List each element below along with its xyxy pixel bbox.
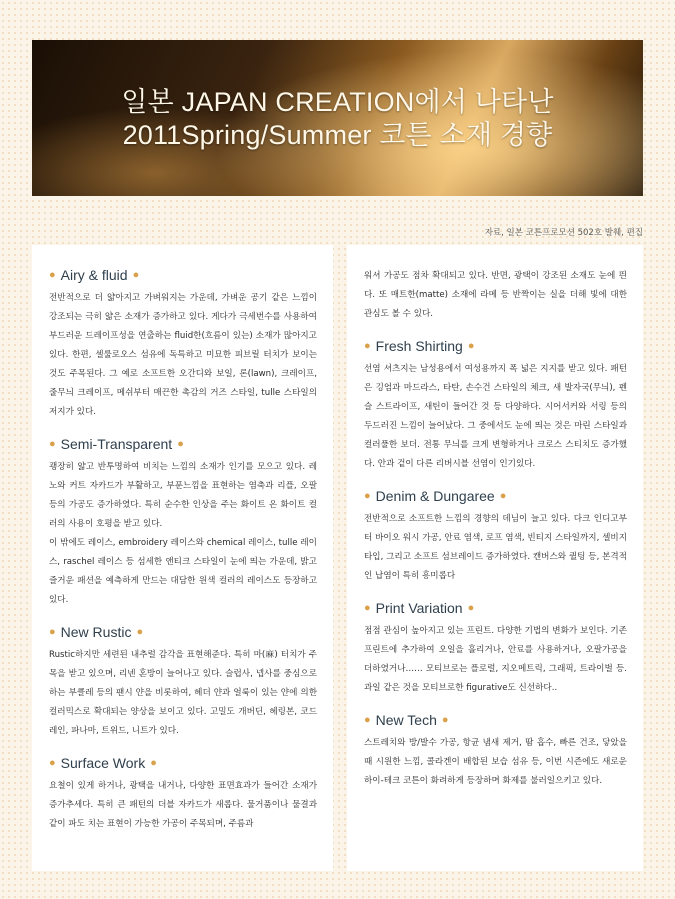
title-line-1: 일본 JAPAN CREATION에서 나타난 — [121, 87, 554, 117]
article-section — [49, 436, 317, 610]
section-heading-text: Print Variation — [375, 600, 463, 616]
article-section — [49, 755, 317, 834]
section-heading — [364, 600, 627, 616]
section-heading-text: Airy & fluid — [60, 267, 128, 283]
section-heading — [364, 488, 627, 504]
bullet-dot-icon: ● — [467, 602, 475, 614]
bullet-dot-icon: ● — [49, 269, 56, 281]
section-heading — [49, 624, 317, 640]
header-banner — [32, 40, 643, 196]
bullet-dot-icon: ● — [132, 269, 140, 281]
section-body-text: 요철이 있게 하거나, 광택을 내거나, 다양한 표면효과가 들어간 소재가 증가추세다. 특히 큰 패턴의 더블 자카드가 새롭다. 물거품이나 물결과 같이 파도 치는 표현이 가능한 가공이 주목되며, 주름과 — [49, 781, 317, 829]
section-heading — [49, 267, 317, 283]
bullet-dot-icon: ● — [136, 626, 144, 638]
section-body-text: 괭장히 얇고 반투명하여 비치는 느낌의 소재가 인기를 모으고 있다. 레노와 커트 자카드가 부활하고, 부푼느낌을 표현하는 염축과 리플, 오팔 등의 가공도 증가하였다. 특히 순수한 인상을 주는 화이트 온 화이트 컬러의 사용이 호평을 받고 있다. — [49, 462, 317, 529]
section-body-text: 전반적으로 소프트한 느낌의 경향의 데님이 늘고 있다. 다크 인디고부터 바이오 워시 가공, 안료 염색, 로프 염색, 빈티지 스타일까지, 셀비지 타입, 그리고 소프트 섬브레이드 증가하였다. 캔버스와 퀼팅 등, 본격적인 납염이 특히 흥미롭다 — [364, 514, 627, 581]
bullet-dot-icon: ● — [364, 490, 371, 502]
section-body-text: 스트레치와 방/발수 가공, 항균 냄새 제거, 땀 흡수, 빠른 건조, 닿았을 때 시원한 느낌, 콜라겐이 배합된 보습 섬유 등, 이번 시즌에도 새로운 하이-테크 코튼이 화려하게 등장하며 화제를 불러일으키고 있다. — [364, 738, 627, 786]
section-heading-text: Surface Work — [60, 755, 146, 771]
bullet-dot-icon: ● — [441, 714, 449, 726]
article-section — [49, 267, 317, 422]
article-section — [364, 267, 627, 324]
section-heading-text: New Tech — [375, 712, 437, 728]
section-heading — [49, 755, 317, 771]
bullet-dot-icon: ● — [364, 340, 371, 352]
article-section — [364, 488, 627, 586]
bullet-dot-icon: ● — [150, 757, 157, 769]
section-body-text: 전반적으로 더 얇아지고 가벼워지는 가운데, 가벼운 공기 같은 느낌이 강조되는 극히 얇은 소재가 증가하고 있다. 게다가 극세번수를 사용하여 부드러운 드레이프성을 연출하는 fluid한(흐름이 있는) 소재가 많아지고 있다. 한편, 셀룰로오스 섬유에 독특하고 미묘한 피브릴 터치가 보이는 것도 주목된다. 그 예로 소프트한 오간디와 보일, 론(lawn), 크레이프, 줄무늬 크레이프, 메쉬부터 매끈한 촉감의 거즈 스타일, tulle 스타일의 저지가 있다. — [49, 293, 317, 417]
bullet-dot-icon: ● — [49, 757, 56, 769]
bullet-dot-icon: ● — [364, 714, 371, 726]
article-section — [364, 600, 627, 698]
source-credit: 자료, 일본 코튼프로모션 502호 발췌, 편집 — [484, 228, 643, 238]
left-column — [32, 245, 333, 871]
title-line-2: 2011Spring/Summer 코튼 소재 경향 — [122, 120, 553, 150]
section-heading-text: New Rustic — [60, 624, 132, 640]
section-body-text: 이 밖에도 레이스, embroidery 레이스와 chemical 레이스, tulle 레이스, raschel 레이스 등 섬세한 앤티크 스타일이 눈에 띄는 가운데, 밝고 즐거운 패션을 예측하게 만드는 대담한 원색 컬러의 레이스도 등장하고 있다. — [49, 538, 317, 605]
page-title — [32, 86, 643, 152]
section-heading — [49, 436, 317, 452]
bullet-dot-icon: ● — [499, 490, 507, 502]
section-body-text: Rustic하지만 세련된 내추럴 감각을 표현해준다. 특히 마(麻) 터치가 주목을 받고 있으며, 리넨 혼방이 늘어나고 있다. 슬럽사, 넵사를 중심으로 하는 부클레 등의 팬시 얀을 비롯하여, 헤더 얀과 얼룩이 있는 얀에 의한 컬러믹스로 확대되는 양상을 보이고 있다. 고밀도 개버딘, 헤링본, 코드레인, 파나마, 트위드, 니트가 있다. — [49, 650, 317, 736]
right-column — [347, 245, 643, 871]
bullet-dot-icon: ● — [467, 340, 475, 352]
bullet-dot-icon: ● — [177, 438, 184, 450]
section-heading-text: Fresh Shirting — [375, 338, 463, 354]
article-section — [364, 338, 627, 474]
article-section — [49, 624, 317, 741]
section-heading — [364, 338, 627, 354]
section-body-text: 선염 셔츠지는 남성용에서 여성용까지 폭 넓은 지지를 받고 있다. 패턴은 깅엄과 마드라스, 타탄, 손수건 스타일의 체크, 새 발자국(무늬), 펜슬 스트라이프, 새틴이 들어간 것 등 다양하다. 시어서커와 서링 등의 두드러진 느낌이 늘어났다. 그 중에서도 눈에 띄는 것은 마린 스타일과 컬러풀한 보더. 전통 무늬를 크게 변형하거나 크로스 스티치도 증가했다. 안과 겉이 다른 리버시블 선염이 인기있다. — [364, 364, 627, 469]
section-heading-text: Semi-Transparent — [60, 436, 173, 452]
bullet-dot-icon: ● — [49, 626, 56, 638]
bullet-dot-icon: ● — [49, 438, 56, 450]
section-heading — [364, 712, 627, 728]
section-heading-text: Denim & Dungaree — [375, 488, 495, 504]
section-body-text: 워셔 가공도 점차 확대되고 있다. 반면, 광택이 강조된 소재도 눈에 띈다. 또 매트한(matte) 소재에 라메 등 반짝이는 실을 더해 빛에 대한 관심도 볼 수 있다. — [364, 271, 627, 319]
section-body-text: 점점 관심이 높아지고 있는 프린트. 다양한 기법의 변화가 보인다. 기존 프린트에 추가하여 오일을 흘리거나, 안료를 사용하거나, 오팔가공을 더하였거나…… 모티브로는 플로럴, 지오메트릭, 그래픽, 트라이벌 등. 과일 같은 것을 모티브로한 figurative도 신선하다.. — [364, 626, 627, 693]
article-section — [364, 712, 627, 791]
bullet-dot-icon: ● — [364, 602, 371, 614]
